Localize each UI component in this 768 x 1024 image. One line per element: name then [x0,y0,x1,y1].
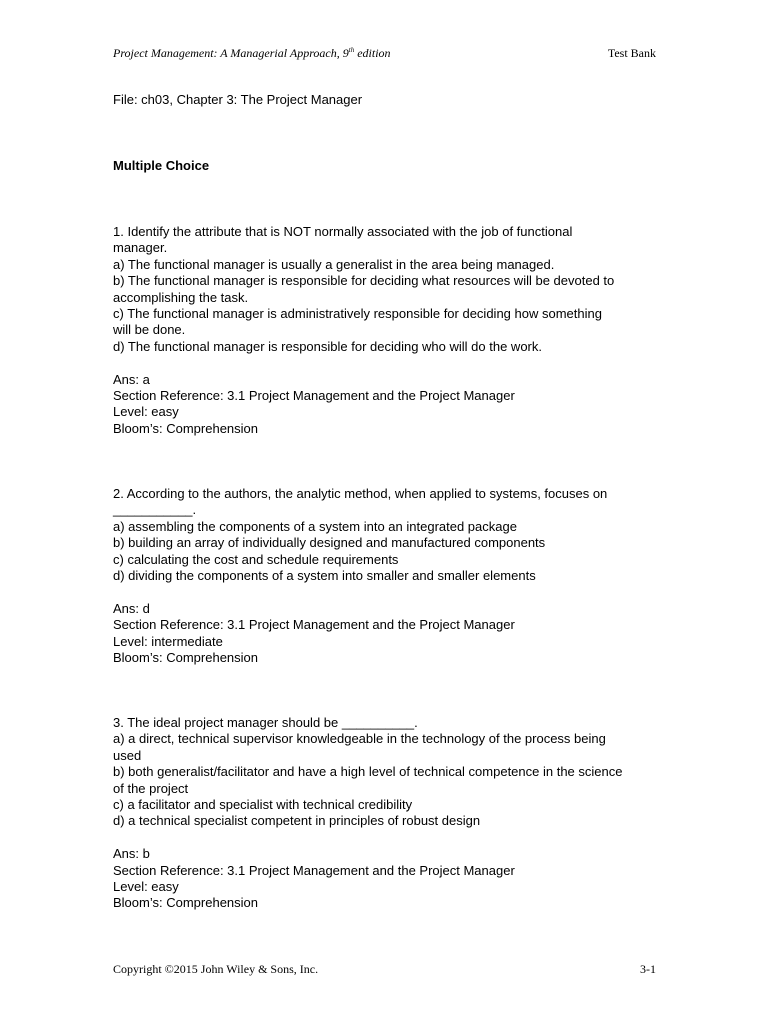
option-line: d) a technical specialist competent in principles of robust design [113,813,481,829]
question-stem-line: 2. According to the authors, the analytic method, when applied to systems, focuses on [113,486,608,501]
option-line: b) The functional manager is responsible for deciding what resources will be devoted to [113,273,615,289]
option-line: b) both generalist/facilitator and have a high level of technical competence in the science [113,764,623,780]
level-line: Level: easy [113,879,179,895]
option-line: a) assembling the components of a system into an integrated package [113,518,517,534]
book-title [113,46,391,61]
answer-line: Ans: a [113,371,150,387]
option-line: c) The functional manager is administratively responsible for deciding how something [113,306,602,322]
question-stem-line: ___________. [113,502,197,518]
bloom-line: Bloom’s: Comprehension [113,420,258,436]
edition-superscript: th [348,46,355,54]
option-line: used [113,747,142,763]
running-header [113,46,656,62]
section-reference-line: Section Reference: 3.1 Project Management and the Project Manager [113,862,515,878]
option-line: d) dividing the components of a system into smaller and smaller elements [113,568,536,584]
option-line: a) a direct, technical supervisor knowledgeable in the technology of the process being [113,731,606,747]
question-stem-line: 1. Identify the attribute that is NOT normally associated with the job of functional [113,224,573,239]
question-1 [113,224,658,437]
page-footer [113,962,656,978]
header-test-bank-label: Test Bank [607,46,656,60]
answer-line: Ans: b [113,846,150,862]
spacer [113,355,658,371]
option-line: c) a facilitator and specialist with technical credibility [113,797,413,813]
option-line: c) calculating the cost and schedule requirements [113,551,399,567]
spacer [113,830,658,846]
page-number: 3-1 [640,962,656,976]
option-line: d) The functional manager is responsible for deciding who will do the work. [113,338,542,354]
book-title-text: Project Management: A Managerial Approach, 9 [113,46,349,60]
answer-line: Ans: d [113,600,150,616]
edition-word: edition [354,46,391,60]
option-line: a) The functional manager is usually a generalist in the area being managed. [113,256,555,272]
spacer [113,584,658,600]
question-3 [113,715,658,912]
level-line: Level: easy [113,404,179,420]
bloom-line: Bloom’s: Comprehension [113,650,258,666]
section-reference-line: Section Reference: 3.1 Project Management and the Project Manager [113,617,515,633]
question-2 [113,486,658,666]
option-line: b) building an array of individually designed and manufactured components [113,535,546,551]
file-line: File: ch03, Chapter 3: The Project Manager [113,92,363,107]
section-heading: Multiple Choice [113,158,210,173]
copyright-notice: Copyright ©2015 John Wiley & Sons, Inc. [113,962,319,976]
option-line: accomplishing the task. [113,289,249,305]
bloom-line: Bloom’s: Comprehension [113,895,258,911]
option-line: will be done. [113,322,186,338]
level-line: Level: intermediate [113,633,223,649]
option-line: of the project [113,780,189,796]
question-stem-line: 3. The ideal project manager should be __________. [113,715,418,730]
section-reference-line: Section Reference: 3.1 Project Management and the Project Manager [113,388,515,404]
question-stem-line: manager. [113,240,168,256]
